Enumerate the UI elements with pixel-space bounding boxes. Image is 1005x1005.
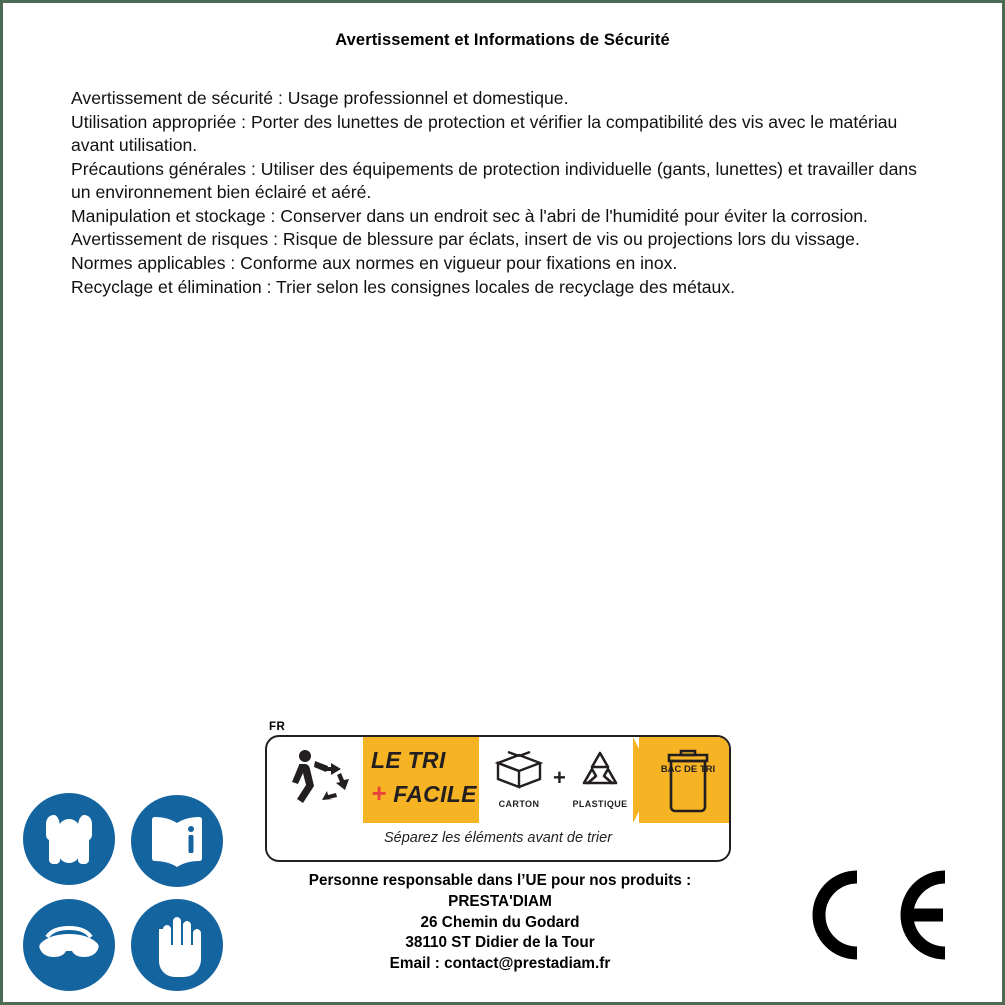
plastique-item bbox=[569, 745, 631, 809]
eye-protection-icon bbox=[23, 899, 115, 991]
carton-item bbox=[489, 745, 549, 809]
safety-text-block bbox=[71, 87, 929, 299]
triman-packaging-items bbox=[489, 743, 631, 821]
safety-paragraph: Recyclage et élimination : Trier selon les consignes locales de recyclage des métaux. bbox=[71, 276, 736, 297]
triman-language-code: FR bbox=[269, 721, 286, 733]
company-city: 38110 ST Didier de la Tour bbox=[405, 934, 595, 952]
safety-paragraph: Normes applicables : Conforme aux normes en vigueur pour fixations en inox. bbox=[71, 252, 678, 273]
responsible-heading-prefix: Personne responsable dans l’ bbox=[308, 872, 526, 889]
responsible-person-block bbox=[235, 871, 765, 975]
triman-arrow-shape bbox=[633, 737, 655, 823]
company-street: 26 Chemin du Godard bbox=[420, 913, 580, 931]
company-name: PRESTA'DIAM bbox=[448, 892, 552, 910]
triman-label-box bbox=[265, 735, 731, 862]
triman-footer-text: Séparez les éléments avant de trier bbox=[383, 830, 613, 846]
safety-paragraph: Manipulation et stockage : Conserver dans un endroit sec à l'abri de l'humidité pour éviter la corrosion. bbox=[71, 205, 868, 226]
triman-slogan-line2 bbox=[371, 780, 477, 806]
company-email: Email : contact@prestadiam.fr bbox=[389, 955, 611, 973]
responsible-person-heading bbox=[235, 871, 765, 892]
responsible-heading-eu: UE bbox=[525, 872, 547, 889]
mandatory-pictogram-group bbox=[21, 793, 227, 993]
bin-caption: BAC DE TRI bbox=[660, 764, 716, 775]
hand-protection-icon bbox=[131, 899, 223, 991]
triman-logo-icon bbox=[275, 743, 359, 817]
plastique-caption: PLASTIQUE bbox=[572, 799, 628, 809]
bin-item bbox=[657, 745, 719, 819]
safety-paragraph: Avertissement de sécurité : Usage professionnel et domestique. bbox=[71, 88, 569, 108]
read-manual-icon bbox=[131, 795, 223, 887]
bin-icon bbox=[657, 745, 719, 819]
responsible-heading-suffix: pour nos produits : bbox=[546, 872, 692, 889]
triman-slogan-facile: FACILE bbox=[393, 781, 477, 807]
ce-marking-icon bbox=[795, 859, 955, 971]
recycle-plastic-icon bbox=[570, 745, 630, 793]
carton-caption: CARTON bbox=[498, 799, 540, 809]
safety-paragraph: Précautions générales : Utiliser des équipements de protection individuelle (gants, lunettes) et travailler dans un environnement bien éclairé et aéré. bbox=[71, 158, 917, 203]
triman-slogan bbox=[371, 749, 477, 806]
page-title: Avertissement et Informations de Sécurité bbox=[335, 31, 670, 49]
triman-footer bbox=[267, 823, 729, 858]
triman-slogan-plus: + bbox=[371, 778, 387, 808]
packaging-plus-separator: + bbox=[553, 765, 566, 790]
triman-recycling-label bbox=[265, 721, 733, 861]
ear-protection-icon bbox=[23, 793, 115, 885]
triman-slogan-line1: LE TRI bbox=[371, 747, 446, 773]
safety-paragraph: Avertissement de risques : Risque de blessure par éclats, insert de vis ou projections lors du vissage. bbox=[71, 229, 860, 250]
safety-paragraph: Utilisation appropriée : Porter des lunettes de protection et vérifier la compatibilité des vis avec le matériau avant utilisation. bbox=[71, 111, 898, 156]
carton-box-icon bbox=[490, 745, 548, 793]
